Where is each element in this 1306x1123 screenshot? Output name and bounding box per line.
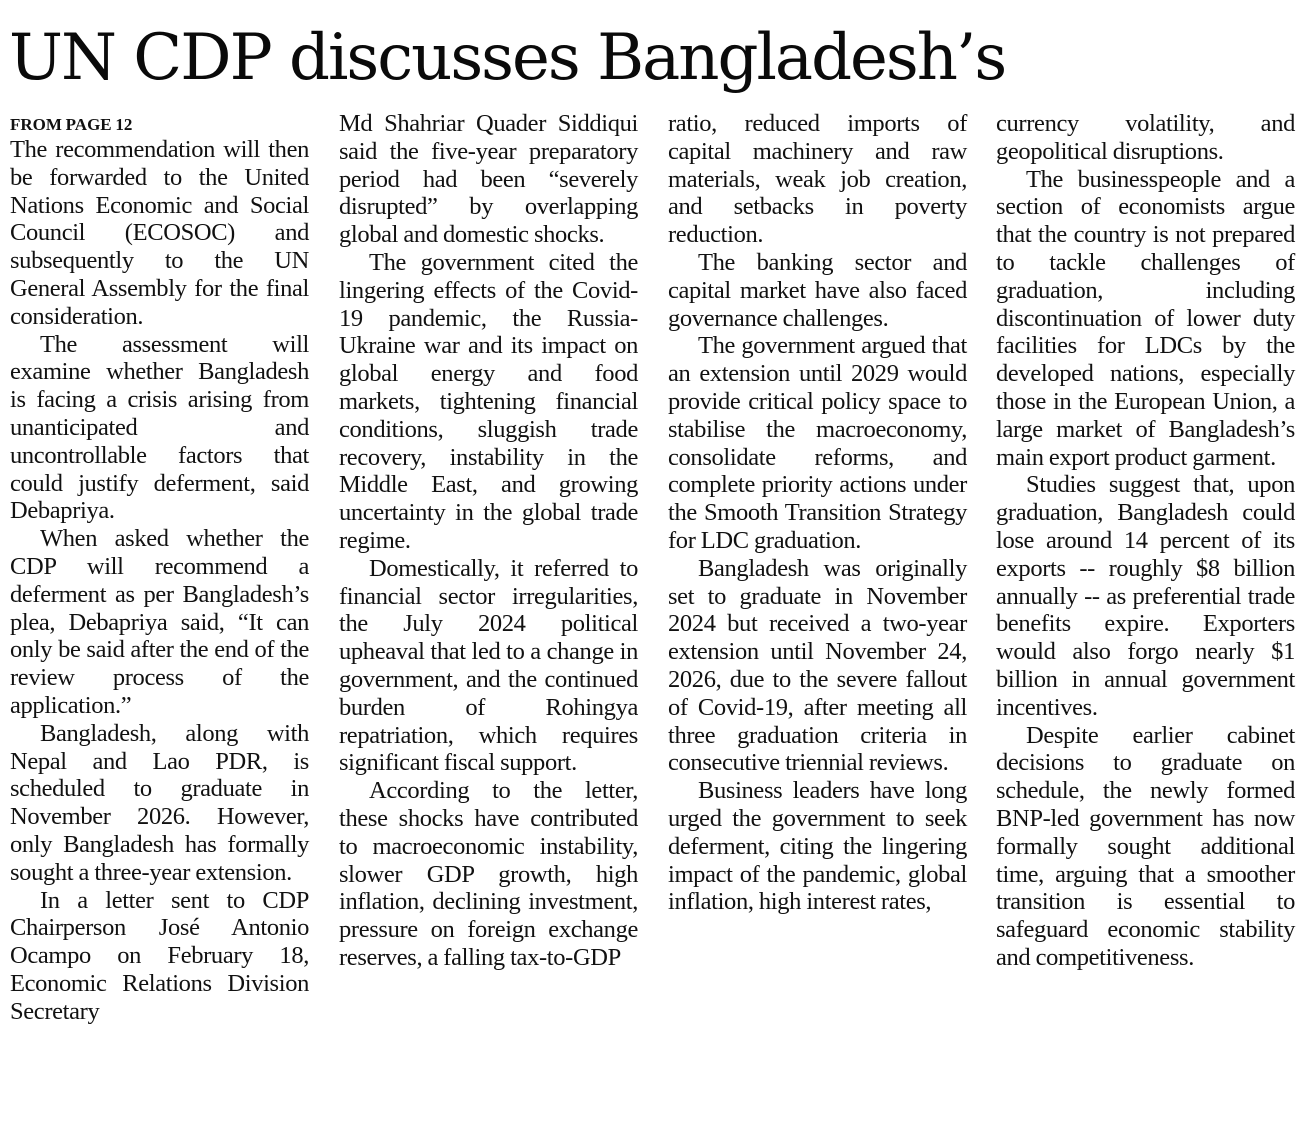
article-paragraph: Despite earlier cabinet decisions to graduate on schedule, the newly formed BNP-led government has now formally sought additional time, arguing that a smoother transition is essential to safeguard economic stability and competitiveness. (996, 721, 1295, 971)
article-paragraph: Bangladesh was originally set to graduate in November 2024 but received a two-year extension until November 24, 2026, due to the severe fallout of Covid-19, after meeting all three graduation criteria in consecutive triennial reviews. (668, 554, 967, 777)
article-paragraph: When asked whether the CDP will recommend a deferment as per Bangladesh’s plea, Debapriya said, “It can only be said after the end of the review process of the application.” (10, 525, 309, 719)
article-paragraph: ratio, reduced imports of capital machinery and raw materials, weak job creation, and setbacks in poverty reduction. (668, 110, 967, 249)
article-column-1 (10, 110, 309, 1026)
article-paragraph: According to the letter, these shocks have contributed to macroeconomic instability, slower GDP growth, high inflation, declining investment, pressure on foreign exchange reserves, a falling tax-to-GDP (339, 777, 638, 971)
article-column-3 (668, 110, 967, 916)
article-column-4 (996, 110, 1295, 972)
article-paragraph: The government argued that an extension until 2029 would provide critical policy space to stabilise the macroeconomy, consolidate reforms, and complete priority actions under the Smooth Transition Strategy for LDC graduation. (668, 332, 967, 554)
article-paragraph: Md Shahriar Quader Siddiqui said the five-year preparatory period had been “severely disrupted” by overlapping global and domestic shocks. (339, 110, 638, 249)
headline: UN CDP discusses Bangladesh’s (9, 21, 1006, 95)
article-column-2 (339, 110, 638, 972)
page-continuation-label: FROM PAGE 12 (10, 115, 133, 134)
article-paragraph: The government cited the lingering effects of the Covid-19 pandemic, the Russia-Ukraine war and its impact on global energy and food markets, tightening financial conditions, sluggish trade recovery, instability in the Middle East, and growing uncertainty in the global trade regime. (339, 248, 638, 554)
article-paragraph: Business leaders have long urged the government to seek deferment, citing the lingering impact of the pandemic, global inflation, high interest rates, (668, 777, 967, 916)
article-paragraph: The banking sector and capital market have also faced governance challenges. (668, 248, 967, 332)
article-paragraph: Studies suggest that, upon graduation, Bangladesh could lose around 14 percent of its exports -- roughly $8 billion annually -- as preferential trade benefits expire. Exporters would also forgo nearly $1 billion in annual government incentives. (996, 471, 1295, 721)
article-paragraph: The assessment will examine whether Bangladesh is facing a crisis arising from unanticipated and uncontrollable factors that could justify deferment, said Debapriya. (10, 330, 309, 525)
article-paragraph: The recommendation will then be forwarded to the United Nations Economic and Social Council (ECOSOC) and subsequently to the UN General Assembly for the final consideration. (10, 136, 309, 330)
article-paragraph: Domestically, it referred to financial sector irregularities, the July 2024 political upheaval that led to a change in government, and the continued burden of Rohingya repatriation, which requires significant fiscal support. (339, 554, 638, 777)
article-paragraph: currency volatility, and geopolitical disruptions. (996, 110, 1295, 165)
article-paragraph: In a letter sent to CDP Chairperson José Antonio Ocampo on February 18, Economic Relations Division Secretary (10, 886, 309, 1025)
article-paragraph: Bangladesh, along with Nepal and Lao PDR, is scheduled to graduate in November 2026. However, only Bangladesh has formally sought a three-year extension. (10, 719, 309, 886)
article-paragraph: The businesspeople and a section of economists argue that the country is not prepared to tackle challenges of graduation, including discontinuation of lower duty facilities for LDCs by the developed nations, especially those in the European Union, a large market of Bangladesh’s main export product garment. (996, 165, 1295, 471)
